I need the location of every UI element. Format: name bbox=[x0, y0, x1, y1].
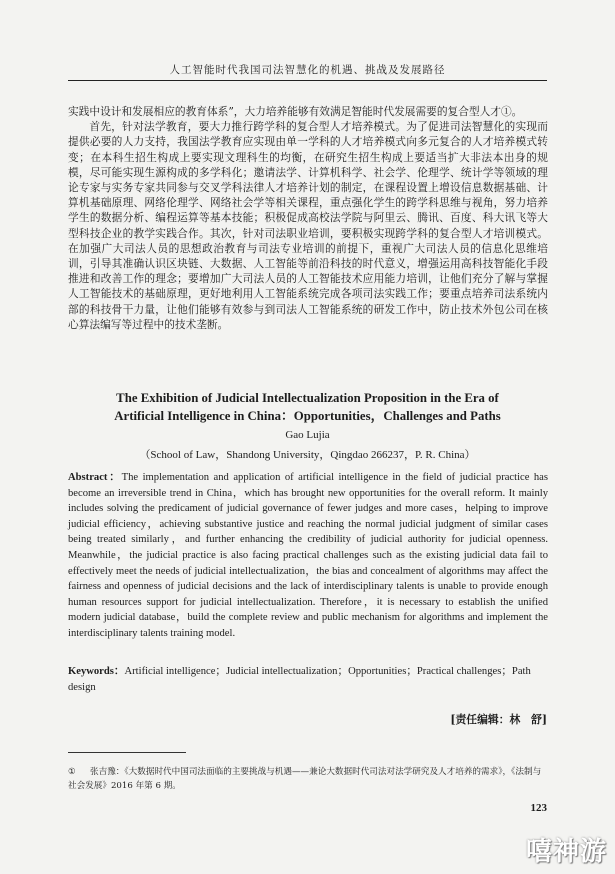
abstract bbox=[68, 470, 548, 642]
keywords bbox=[68, 664, 548, 695]
chinese-body bbox=[68, 104, 548, 332]
footnote-rule bbox=[68, 752, 186, 753]
paragraph-2: 首先，针对法学教育，要大力推行跨学科的复合型人才培养模式。为了促进司法智慧化的实现而提供必要的人力支持，我国法学教育应实现由单一学科的人才培养模式向多元复合的人才培养模式转变；在本科生招生构成上要实现文理科生的均衡，在研究生招生构成上要适当扩大非法本出身的规模，尽可能实现生源构成的多学科化；邀请法学、计算机科学、社会学、伦理学、统计学等领域的理论专家与实务专家共同参与交叉学科法律人才培养计划的制定，在课程设置上增设信息数据基础、计算机基础原理、网络伦理学、网络社会学等相关课程，重点强化学生的跨学科思维与视角，努力培养学生的数据分析、编程运算等基本技能；积极促成高校法学院与阿里云、腾讯、百度、科大讯飞等大型科技企业的教学实践合作。其次，针对司法职业培训，要积极实现跨学科的复合型人才培训模式。在加强广大司法人员的思想政治教育与司法专业培训的前提下，重视广大司法人员的信息化思维培训，引导其准确认识区块链、大数据、人工智能等前沿科技的时代意义，增强运用高科技智能化手段推进和改善工作的理念；要增加广大司法人员的人工智能技术应用能力培训，让他们充分了解与掌握人工智能技术的基础原理，更好地利用人工智能系统完成各项司法实践工作；要重点培养司法系统内部的科技骨干力量，让他们能够有效参与到司法人工智能系统的研发工作中，防止技术外包公司在核心算法编写等过程中的技术垄断。 bbox=[68, 120, 548, 331]
page-number: 123 bbox=[530, 802, 547, 814]
keywords-label: Keywords： bbox=[68, 666, 125, 677]
author-affiliation: （School of Law，Shandong University，Qingdao 266237，P. R. China） bbox=[139, 449, 476, 461]
abstract-text: The implementation and application of artificial intelligence in the field of judicial practice has become an irreversible trend in China，which has brought new opportunities for the overall reform. It mainly includes solving the predicament of judicial governance of fewer judges and more cases，helping to improve judicial efficiency，achieving substantive justice and reaching the normal judicial judgment of similar cases being treated similarly，and further enhancing the credibility of judicial authority for judicial openness. Meanwhile，the judicial practice is also facing practical challenges such as the existing judicial data fail to effectively meet the needs of judicial intellectualization，the bias and concealment of algorithms may affect the fairness and openness of judicial decisions and the lack of interdisciplinary talents is unable to provide enough human resources support for judicial intellectualization. Therefore，it is necessary to establish the unified modern judicial database，build the complete review and public mechanism for algorithms and implement the interdisciplinary talents training model. bbox=[68, 472, 549, 639]
english-title bbox=[68, 389, 547, 425]
footnote-mark: ① bbox=[68, 767, 76, 777]
responsible-editor: [责任编辑：林 舒] bbox=[450, 713, 547, 726]
author-name: Gao Lujia bbox=[285, 429, 330, 441]
running-header: 人工智能时代我国司法智慧化的机遇、挑战及发展路径 bbox=[169, 64, 446, 76]
english-title-line-1: The Exhibition of Judicial Intellectualization Proposition in the Era of bbox=[116, 391, 499, 405]
paragraph-1: 实践中设计和发展相应的教育体系”，大力培养能够有效满足智能时代发展需要的复合型人才①。 bbox=[68, 105, 523, 118]
watermark-logo: 嘻神游 bbox=[525, 837, 607, 867]
footnote-text: 张吉豫：《大数据时代中国司法面临的主要挑战与机遇——兼论大数据时代司法对法学研究及人才培养的需求》，《法制与社会发展》2016 年第 6 期。 bbox=[68, 767, 542, 791]
keywords-text: Artificial intelligence；Judicial intellectualization；Opportunities；Practical challenges；Path design bbox=[68, 666, 531, 693]
english-title-line-2: Artificial Intelligence in China：Opportunities，Challenges and Paths bbox=[114, 409, 501, 423]
header-rule bbox=[68, 80, 547, 81]
abstract-label: Abstract： bbox=[68, 472, 122, 483]
footnote bbox=[68, 765, 548, 793]
